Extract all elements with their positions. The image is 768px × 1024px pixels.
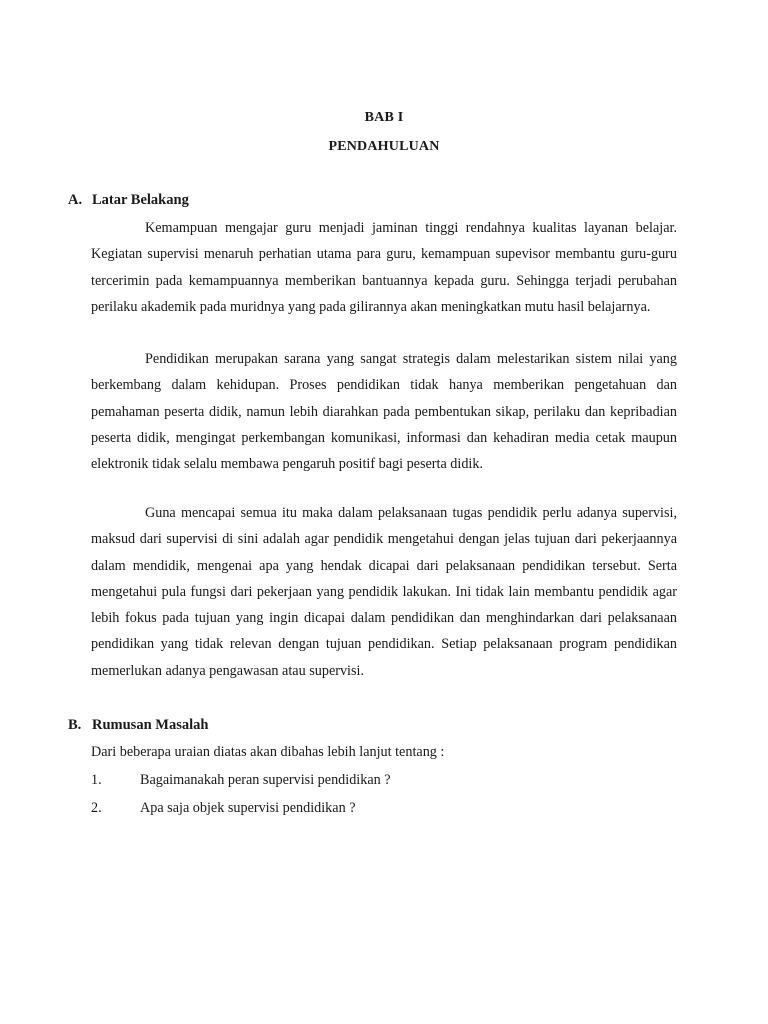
list-number: 1. xyxy=(91,772,102,788)
paragraph-3: Guna mencapai semua itu maka dalam pelaksanaan tugas pendidik perlu adanya supervisi, maksud dari supervisi di sini adalah agar pendidik mengetahui dengan jelas tujuan dari pekerjaannya dalam mendidik, mengenai apa yang hendak dicapai dari pelaksanaan pendidikan tersebut. Serta mengetahui pula fungsi dari pekerjaan yang pendidik lakukan. Ini tidak lain membantu pendidik agar lebih fokus pada tujuan yang ingin dicapai dalam pendidikan dan menghindarkan dari pelaksanaan pendidikan yang tidak relevan dengan tujuan pendidikan. Setiap pelaksanaan program pendidikan memerlukan adanya pengawasan atau supervisi. xyxy=(91,505,677,679)
list-item xyxy=(91,770,391,790)
section-letter: A. xyxy=(68,192,83,208)
chapter-number: BAB I xyxy=(364,110,404,125)
paragraph-2: Pendidikan merupakan sarana yang sangat strategis dalam melestarikan sistem nilai yang berkembang dalam kehidupan. Proses pendidikan tidak hanya memberikan pengetahuan dan pemahaman peserta didik, namun lebih diarahkan pada pembentukan sikap, perilaku dan kepribadian peserta didik, mengingat perkembangan komunikasi, informasi dan kehadiran media cetak maupun elektronik tidak selalu membawa pengaruh positif bagi peserta didik. xyxy=(91,351,677,473)
section-letter: B. xyxy=(68,717,82,733)
section-heading-latar-belakang xyxy=(68,192,189,209)
section-title: Latar Belakang xyxy=(92,192,189,208)
list-number: 2. xyxy=(91,800,102,816)
list-text: Bagaimanakah peran supervisi pendidikan ? xyxy=(140,772,391,788)
section-title: Rumusan Masalah xyxy=(92,717,209,733)
rumusan-intro: Dari beberapa uraian diatas akan dibahas lebih lanjut tentang : xyxy=(91,744,445,760)
section-heading-rumusan-masalah xyxy=(68,717,208,734)
chapter-title: PENDAHULUAN xyxy=(328,139,440,154)
paragraph-1: Kemampuan mengajar guru menjadi jaminan tinggi rendahnya kualitas layanan belajar. Kegiatan supervisi menaruh perhatian utama para guru, kemampuan supevisor membantu guru-guru tercerimin pada kemampuannya memberikan bantuannya kepada guru. Sehingga terjadi perubahan perilaku akademik pada muridnya yang pada gilirannya akan meningkatkan mutu hasil belajarnya. xyxy=(91,220,677,315)
list-text: Apa saja objek supervisi pendidikan ? xyxy=(140,800,356,816)
list-item xyxy=(91,798,356,818)
